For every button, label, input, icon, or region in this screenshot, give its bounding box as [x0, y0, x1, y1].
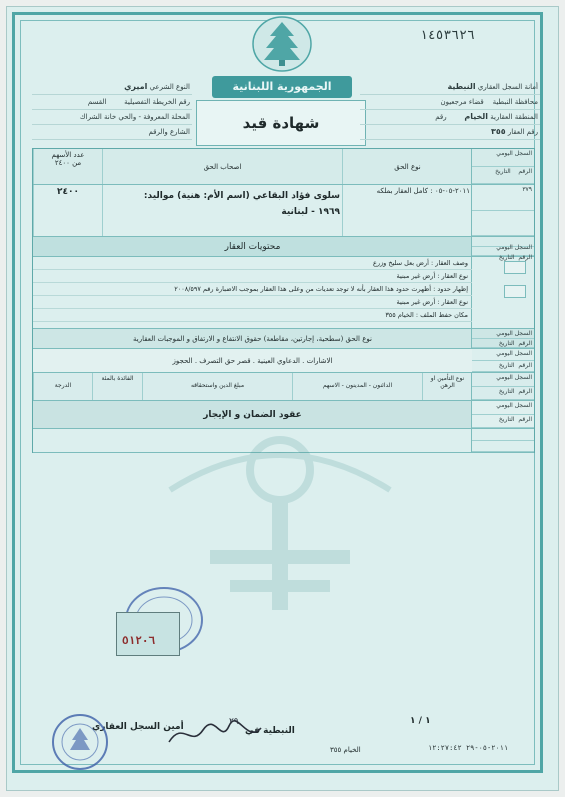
owner-row	[33, 185, 534, 237]
daily-register-col: السجل اليومي الرقم التاريخ	[471, 149, 534, 184]
page-number: ١ / ١	[410, 716, 431, 726]
mortgage-main	[33, 373, 472, 400]
contents-line: إظهار حدود : أظهرت حدود هذا العقار بأنه لا توجد تعديات من وعلى هذا العقار بموجب الاضبارة رقم ٢٠٠٨/٥٩٧	[33, 283, 472, 296]
lease-title: عقود الضمان و الإيجار	[203, 410, 302, 420]
right-type-header: نوع الحق	[342, 149, 472, 184]
header-parcel-line: رقم العقار ٣٥٥	[360, 125, 540, 140]
owner-main	[33, 185, 472, 236]
republic-band: الجمهورية اللبنانية	[212, 76, 352, 98]
annotations-daily-col: السجل اليومي الرقم التاريخ	[471, 349, 534, 372]
header-map-line: رقم الخريطة التفصيلية القسم	[32, 95, 192, 110]
lease-daily-col: السجل اليومي الرقم التاريخ	[471, 401, 534, 428]
header-right-block	[360, 80, 540, 140]
contents-title: محتويات العقار	[224, 242, 281, 252]
mortgage-rank-col: الدرجة	[33, 373, 92, 400]
handwritten-signature-icon	[165, 714, 265, 754]
mortgage-parties-col: الدائنون - المدينون - الاسهم	[292, 373, 422, 400]
owner-daily-col	[471, 185, 534, 236]
contents-side	[471, 257, 534, 328]
document-title: شهادة قيد	[196, 100, 366, 146]
owners-header-main	[33, 149, 472, 184]
contents-line: مكان حفظ الملف : الخيام ٣٥٥	[33, 309, 472, 322]
header-registry-line: أمانة السجل العقاري النبطية	[360, 80, 540, 95]
shares-header: عدد الأسهم من ٢٤٠٠	[33, 149, 102, 184]
header-left-block	[32, 80, 192, 140]
mortgage-interest-col: الفائدة بالمئة	[92, 373, 142, 400]
lease-row	[33, 401, 534, 429]
contents-rows	[33, 257, 534, 329]
owner-date-right: ٢٠١١-٠٥-٠٥ : كامل العقار بملكه	[342, 185, 472, 236]
annotations-row	[33, 349, 534, 373]
register-grid	[32, 148, 535, 453]
header-street-line: الشارع والرقم	[32, 125, 192, 140]
mortgage-type-col: نوع التأمين او الرهن	[422, 373, 472, 400]
mortgage-daily-col: السجل اليومي الرقم التاريخ	[471, 373, 534, 400]
contents-check-2	[504, 285, 526, 298]
header-registry-value: النبطية	[447, 82, 476, 91]
contents-daily-col: السجل اليومي الرقم التاريخ	[471, 237, 534, 256]
header-locality-line: المحلة المعروفة - والحي خانة الشراك	[32, 110, 192, 125]
header-legal-type-line: النوع الشرعي اميري	[32, 80, 192, 95]
owner-shares: ٢٤٠٠	[33, 185, 102, 236]
revenue-stamp-number: ٥١٢٠٦	[122, 634, 156, 647]
owner-birth: ١٩٦٩ - لبنانية	[281, 207, 340, 217]
registry-seal-icon	[50, 712, 110, 772]
svg-text:٢٩: ٢٩	[229, 717, 239, 727]
rights-daily-col: السجل اليومي الرقم التاريخ	[471, 329, 534, 348]
header-zone-line: المنطقة العقارية الخيام رقم	[360, 110, 540, 125]
serial-number: ١٤٥٣٦٢٦	[420, 28, 475, 43]
contents-line: وصف العقار : أرض بعل سليخ وزرع	[33, 257, 472, 270]
contents-title-row	[33, 237, 534, 261]
cedar-emblem-icon	[252, 16, 312, 72]
contents-line: نوع العقار : أرض غير مبنية	[33, 270, 472, 283]
owners-header-row	[33, 149, 534, 185]
contents-check-1	[504, 261, 526, 274]
print-timestamp: ٢٠١١-٠٥-٢٩ ١٢:٢٧:٤٢	[428, 744, 509, 752]
rights-row	[33, 329, 534, 349]
owner-entry-number: ٣٧٩	[522, 186, 532, 193]
owners-header: اصحاب الحق	[102, 149, 342, 184]
owner-name: سلوى فؤاد البقاعي (اسم الأم: هنية) مواليد:	[143, 191, 340, 201]
annotations-title: الاشارات . الدعاوي العينية . قصر حق التصرف . الحجوز	[33, 349, 472, 372]
number-date-labels: الرقم التاريخ	[472, 167, 534, 185]
rights-title: نوع الحق (سطحية، إجارتين، مقاطعة) حقوق الانتفاع و الارتفاق و الموجبات العقارية	[133, 335, 372, 343]
issue-place: النبطية في	[245, 726, 295, 736]
officer-title: أمين السجل العقاري	[92, 722, 184, 732]
mortgage-row	[33, 373, 534, 401]
header-district-line: محافظة النبطية قضاء مرجعيون	[360, 95, 540, 110]
owner-name-cell	[102, 185, 342, 236]
parcel-reference: الخيام ٣٥٥	[330, 746, 361, 754]
mortgage-amount-col: مبلغ الدين واستحقاقه	[142, 373, 292, 400]
contents-main	[33, 257, 472, 328]
contents-line: نوع العقار : أرض غير مبنية	[33, 296, 472, 309]
